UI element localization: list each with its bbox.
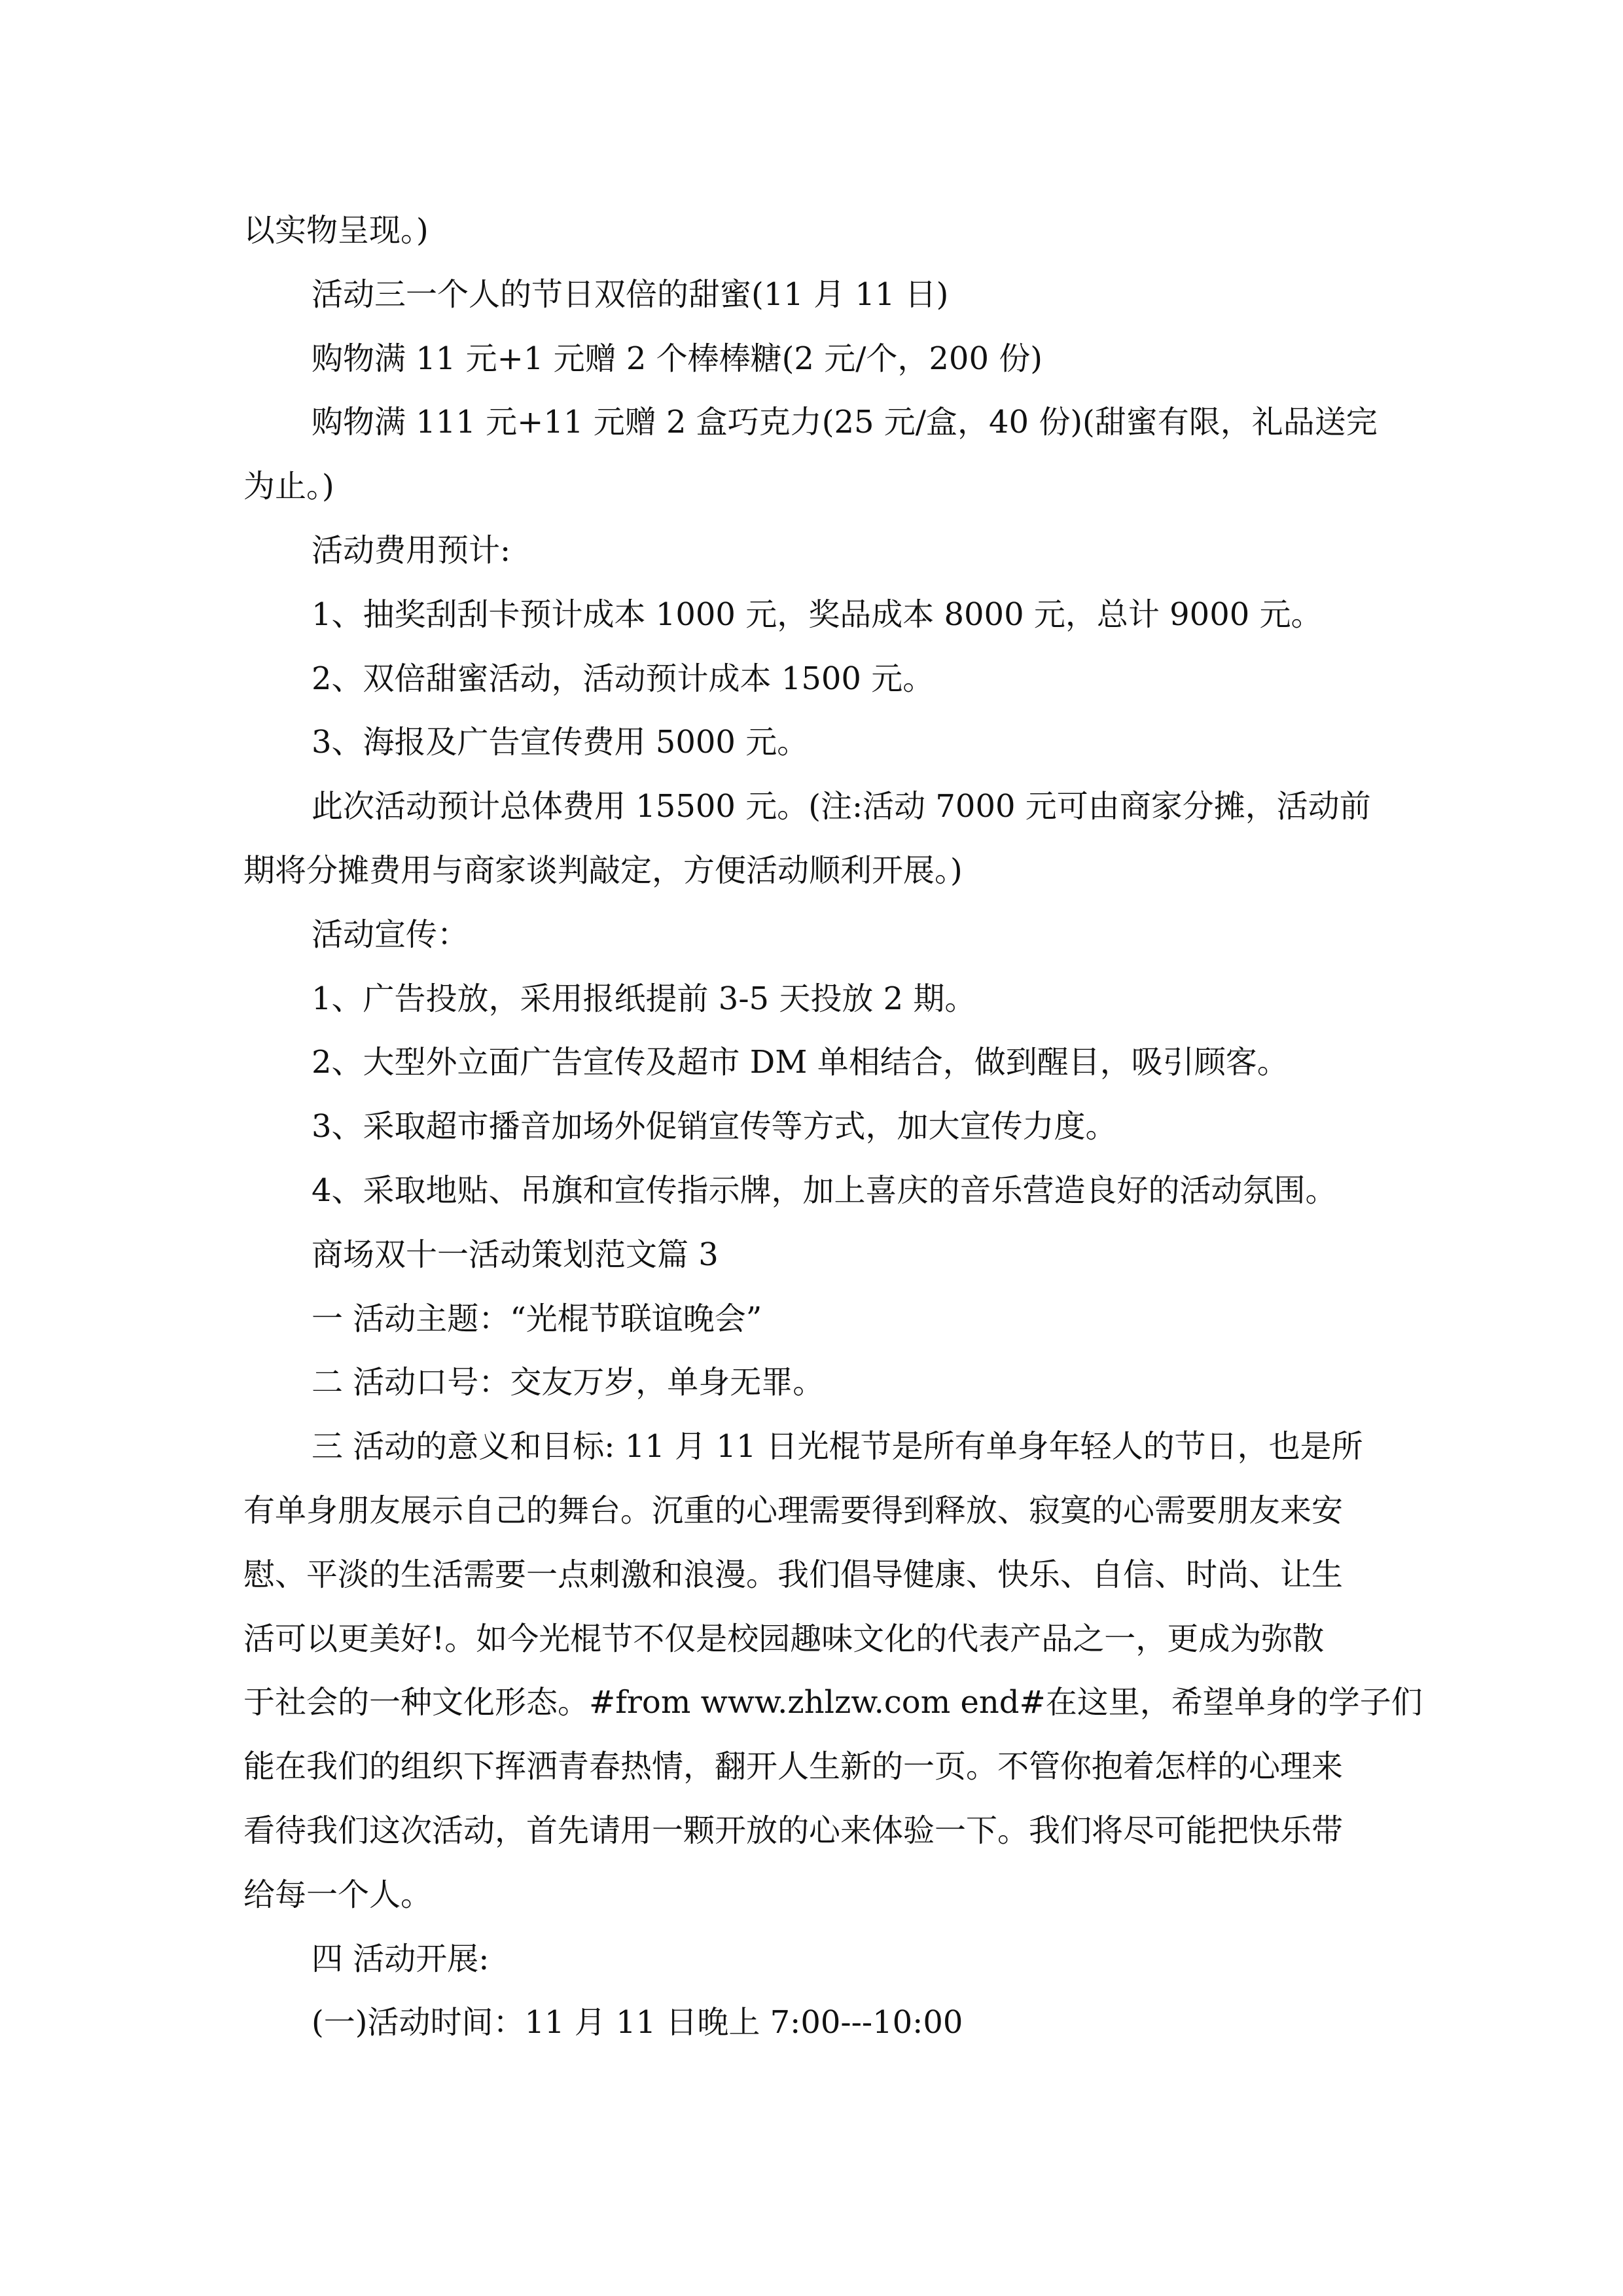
text-line-26: 看待我们这次活动，首先请用一颗开放的心来体验一下。我们将尽可能把快乐带: [243, 1812, 1344, 1849]
text-line-5: 为止。): [243, 468, 334, 505]
text-line-24: 于社会的一种文化形态。#from www.zhlzw.com end#在这里，希望单身的学子们: [243, 1684, 1423, 1721]
text-line-18: 一 活动主题：“光棍节联谊晚会”: [312, 1300, 762, 1337]
text-line-21: 有单身朋友展示自己的舞台。沉重的心理需要得到释放、寂寞的心需要朋友来安: [243, 1492, 1344, 1529]
text-line-16: 4、采取地贴、吊旗和宣传指示牌，加上喜庆的音乐营造良好的活动氛围。: [312, 1172, 1337, 1209]
text-line-28: 四 活动开展:: [312, 1941, 490, 1977]
text-line-4: 购物满 111 元+11 元赠 2 盒巧克力(25 元/盒，40 份)(甜蜜有限，礼品送完: [312, 404, 1378, 440]
text-line-9: 3、海报及广告宣传费用 5000 元。: [312, 724, 809, 761]
text-line-13: 1、广告投放，采用报纸提前 3-5 天投放 2 期。: [312, 980, 976, 1017]
text-line-6: 活动费用预计:: [312, 532, 511, 569]
text-line-15: 3、采取超市播音加场外促销宣传等方式，加大宣传力度。: [312, 1108, 1117, 1145]
text-line-23: 活可以更美好!。如今光棍节不仅是校园趣味文化的代表产品之一，更成为弥散: [243, 1621, 1325, 1657]
text-line-2: 活动三一个人的节日双倍的甜蜜(11 月 11 日): [312, 276, 949, 313]
text-line-19: 二 活动口号：交友万岁，单身无罪。: [312, 1364, 825, 1401]
text-line-20: 三 活动的意义和目标: 11 月 11 日光棍节是所有单身年轻人的节日，也是所: [312, 1428, 1363, 1465]
text-line-3: 购物满 11 元+1 元赠 2 个棒棒糖(2 元/个，200 份): [312, 340, 1043, 377]
text-line-17: 商场双十一活动策划范文篇 3: [312, 1236, 719, 1273]
text-line-22: 慰、平淡的生活需要一点刺激和浪漫。我们倡导健康、快乐、自信、时尚、让生: [243, 1556, 1344, 1593]
text-line-11: 期将分摊费用与商家谈判敲定，方便活动顺利开展。): [243, 852, 963, 889]
text-line-14: 2、大型外立面广告宣传及超市 DM 单相结合，做到醒目，吸引顾客。: [312, 1044, 1289, 1081]
text-line-10: 此次活动预计总体费用 15500 元。(注:活动 7000 元可由商家分摊，活动前: [312, 788, 1371, 825]
text-line-27: 给每一个人。: [243, 1876, 433, 1913]
text-line-1: 以实物呈现。): [243, 212, 429, 249]
text-line-29: (一)活动时间：11 月 11 日晚上 7:00---10:00: [312, 2004, 963, 2041]
text-line-7: 1、抽奖刮刮卡预计成本 1000 元，奖品成本 8000 元，总计 9000 元。: [312, 596, 1323, 633]
text-line-12: 活动宣传：: [312, 916, 469, 953]
text-line-25: 能在我们的组织下挥洒青春热情，翻开人生新的一页。不管你抱着怎样的心理来: [243, 1748, 1344, 1785]
text-line-8: 2、双倍甜蜜活动，活动预计成本 1500 元。: [312, 660, 935, 697]
